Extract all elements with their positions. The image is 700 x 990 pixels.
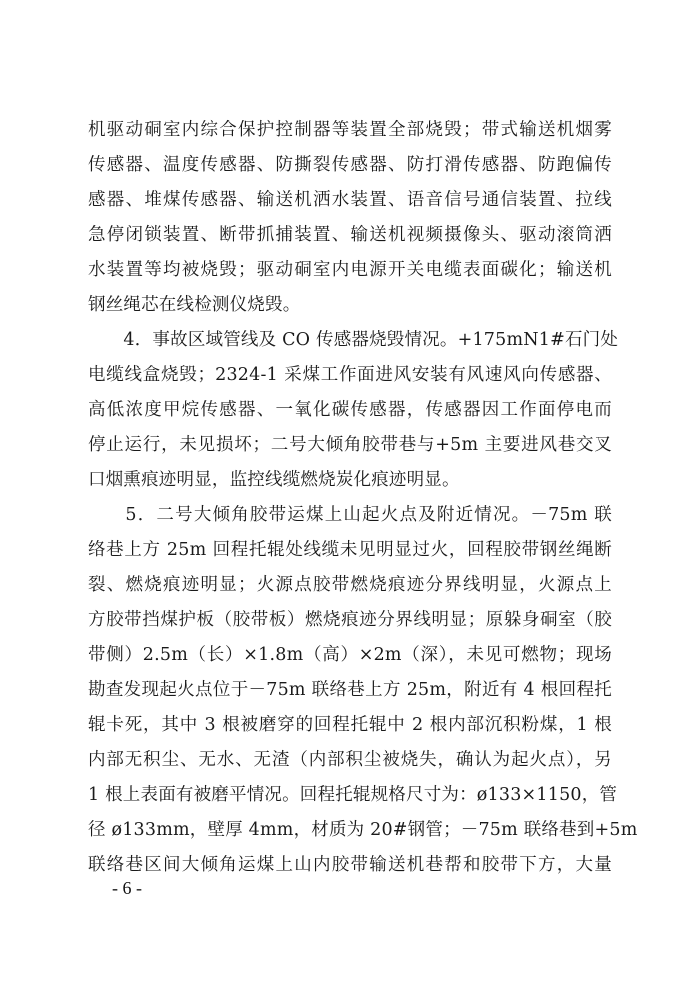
text-line-9: 高低浓度甲烷传感器、一氧化碳传感器，传感器因工作面停电而 [88,400,612,420]
text-line-16: 带侧）2.5m（长）×1.8m（高）×2m（深），未见可燃物；现场 [88,645,612,665]
text-line-6: 钢丝绳芯在线检测仪烧毁。 [88,295,301,315]
text-line-2: 传感器、温度传感器、防撕裂传感器、防打滑传感器、防跑偏传 [88,155,612,175]
text-line-18: 辊卡死，其中 3 根被磨穿的回程托辊中 2 根内部沉积粉煤，1 根 [88,715,612,735]
text-line-20: 1 根上表面有被磨平情况。回程托辊规格尺寸为：ø133×1150，管 [88,785,618,805]
text-line-8: 电缆线盒烧毁；2324-1 采煤工作面进风安装有风速风向传感器、 [88,365,612,385]
text-line-19: 内部无积尘、无水、无渣（内部积尘被烧失，确认为起火点），另 [88,750,612,770]
body-text [88,113,638,883]
text-line-1: 机驱动硐室内综合保护控制器等装置全部烧毁；带式输送机烟雾 [88,120,612,140]
text-line-11: 口烟熏痕迹明显，监控线缆燃烧炭化痕迹明显。 [88,470,460,490]
text-line-5: 水装置等均被烧毁；驱动硐室内电源开关电缆表面碳化；输送机 [88,260,612,280]
text-line-15: 方胶带挡煤护板（胶带板）燃烧痕迹分界线明显；原躲身硐室（胶 [88,610,612,630]
text-line-17: 勘查发现起火点位于－75m 联络巷上方 25m，附近有 4 根回程托 [88,680,612,700]
text-line-13: 络巷上方 25m 回程托辊处线缆未见明显过火，回程胶带钢丝绳断 [88,540,612,560]
text-line-7: 4．事故区域管线及 CO 传感器烧毁情况。+175mN1#石门处 [88,330,619,350]
text-line-12: 5．二号大倾角胶带运煤上山起火点及附近情况。－75m 联 [88,505,612,525]
page-number: - 6 - [112,878,142,898]
text-line-3: 感器、堆煤传感器、输送机洒水装置、语音信号通信装置、拉线 [88,190,612,210]
text-line-22: 联络巷区间大倾角运煤上山内胶带输送机巷帮和胶带下方，大量 [88,855,612,875]
text-line-14: 裂、燃烧痕迹明显；火源点胶带燃烧痕迹分界线明显，火源点上 [88,575,612,595]
text-line-10: 停止运行，未见损坏；二号大倾角胶带巷与+5m 主要进风巷交叉 [88,435,612,455]
text-line-21: 径 ø133mm，壁厚 4mm，材质为 20#钢管；－75m 联络巷到+5m [88,820,638,840]
text-line-4: 急停闭锁装置、断带抓捕装置、输送机视频摄像头、驱动滚筒洒 [88,225,612,245]
